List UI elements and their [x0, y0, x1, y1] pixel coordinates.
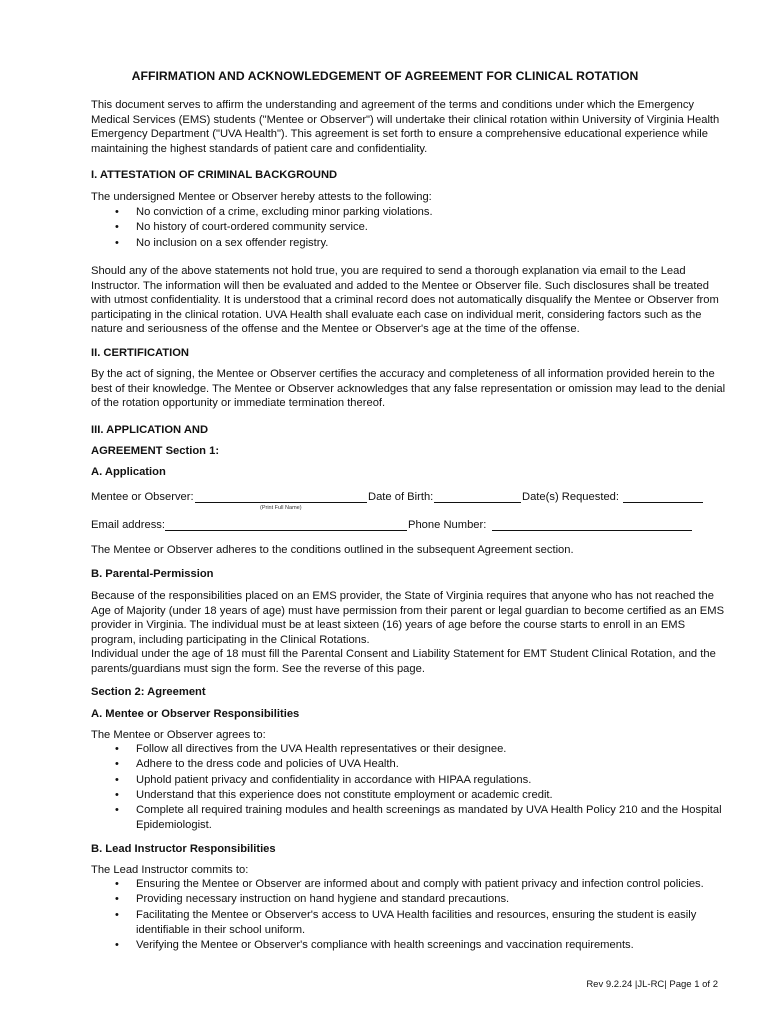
document-title: AFFIRMATION AND ACKNOWLEDGEMENT OF AGREEMENT FOR CLINICAL ROTATION: [131, 69, 639, 83]
label-dates-requested: Date(s) Requested:: [522, 491, 620, 503]
criminal-record-paragraph: Should any of the above statements not hold true, you are required to send a thorough explanation via email to the Lead Instructor. The information will then be evaluated and added to the Mentee or Observer file. Such disclosures shall be treated with utmost confidentiality. It is understood that a criminal record does not automatically disqualify the Mentee or Observer from participating in the clinical rotation. UVA Health shall evaluate each case on individual merit, considering factors such as the nature and seriousness of the offense and the Mentee or Observer's age at the time of the offense.: [91, 265, 719, 336]
list-item: • Complete all required training modules and health screenings as mandated by UVA Health Policy 210 and the Hospital Epidemiologist.: [115, 804, 722, 832]
list-item: • Uphold patient privacy and confidentiality in accordance with HIPAA regulations.: [91, 773, 731, 788]
mentee-agrees-lead: The Mentee or Observer agrees to:: [91, 729, 266, 741]
label-date-of-birth: Date of Birth:: [368, 491, 434, 503]
bullet-icon: •: [115, 804, 119, 817]
instructor-commits-lead: The Lead Instructor commits to:: [91, 864, 249, 876]
subheading-instructor-responsibilities: B. Lead Instructor Responsibilities: [91, 843, 276, 855]
list-item: • No history of court-ordered community service.: [91, 220, 731, 235]
label-phone: Phone Number:: [408, 519, 487, 531]
section-heading-criminal-background: I. ATTESTATION OF CRIMINAL BACKGROUND: [91, 169, 338, 181]
dates-requested-field[interactable]: [623, 490, 703, 503]
list-item: • Facilitating the Mentee or Observer's access to UVA Health facilities and resources, ensuring the student is easily identifiable in their school uniform.: [115, 908, 697, 936]
instructor-responsibilities-list: [91, 877, 731, 953]
bullet-icon: •: [115, 743, 119, 755]
list-item: • No conviction of a crime, excluding minor parking violations.: [91, 205, 731, 220]
list-item: • No inclusion on a sex offender registry.: [91, 236, 731, 251]
subheading-parental-permission: B. Parental-Permission: [91, 568, 214, 580]
list-item: • Understand that this experience does not constitute employment or academic credit.: [91, 788, 731, 803]
list-item: • Providing necessary instruction on hand hygiene and standard precautions.: [91, 892, 731, 907]
bullet-icon: •: [115, 221, 119, 234]
list-item: • Verifying the Mentee or Observer's compliance with health screenings and vaccination requirements.: [91, 938, 731, 953]
subheading-application: A. Application: [91, 466, 166, 478]
intro-paragraph: This document serves to affirm the understanding and agreement of the terms and conditions under which the Emergency Medical Services (EMS) students ("Mentee or Observer") will undertake their clinical rotation within University of Virginia Health Emergency Department ("UVA Health"). This agreement is set forth to ensure a comprehensive educational experience while maintaining the highest standards of patient care and confidentiality.: [91, 99, 720, 155]
section-heading-certification: II. CERTIFICATION: [91, 347, 189, 359]
list-item: • Ensuring the Mentee or Observer are informed about and comply with patient privacy and infection control policies.: [91, 877, 731, 892]
attestation-list: [91, 205, 731, 251]
bullet-icon: •: [115, 788, 119, 801]
bullet-icon: •: [115, 206, 119, 218]
parental-paragraph: Because of the responsibilities placed on an EMS provider, the State of Virginia requires that anyone who has not reached the Age of Majority (under 18 years of age) must have permission from their parent or legal guardian to become certified as an EMS provider in Virginia. The individual must be at least sixteen (16) years of age before the course starts to enroll in an EMS program, including participating in the Clinical Rotations.: [91, 590, 725, 646]
certification-paragraph: By the act of signing, the Mentee or Observer certifies the accuracy and completeness of all information provided herein to the best of their knowledge. The Mentee or Observer acknowledges that any false representation or omission may lead to the denial of the rotation opportunity or immediate termination thereof.: [91, 368, 726, 410]
email-field[interactable]: [165, 518, 407, 531]
adheres-paragraph: The Mentee or Observer adheres to the conditions outlined in the subsequent Agreement section.: [91, 544, 574, 556]
list-item: • Follow all directives from the UVA Health representatives or their designee.: [91, 742, 731, 757]
section-heading-agreement-section-1: AGREEMENT Section 1:: [91, 445, 220, 457]
date-of-birth-field[interactable]: [434, 490, 521, 503]
mentee-responsibilities-list: [91, 742, 731, 834]
bullet-icon: •: [115, 939, 119, 952]
mentee-name-field[interactable]: [195, 490, 367, 503]
subheading-mentee-responsibilities: A. Mentee or Observer Responsibilities: [91, 708, 300, 720]
bullet-icon: •: [115, 773, 119, 786]
phone-field[interactable]: [492, 518, 692, 531]
section-heading-application: III. APPLICATION AND: [91, 424, 209, 436]
label-email: Email address:: [91, 519, 165, 531]
section-heading-agreement: Section 2: Agreement: [91, 686, 206, 698]
print-full-name-hint: (Print Full Name): [260, 505, 302, 511]
attestation-lead: The undersigned Mentee or Observer hereby attests to the following:: [91, 191, 432, 203]
list-item: • Adhere to the dress code and policies of UVA Health.: [91, 757, 731, 772]
bullet-icon: •: [115, 878, 119, 890]
bullet-icon: •: [115, 908, 119, 921]
parental-consent-paragraph: Individual under the age of 18 must fill the Parental Consent and Liability Statement for EMT Student Clinical Rotation, and the parents/guardians must sign the form. See the reverse of this page.: [91, 648, 716, 675]
page-footer: Rev 9.2.24 |JL-RC| Page 1 of 2: [586, 979, 718, 990]
bullet-icon: •: [115, 758, 119, 771]
label-mentee-name: Mentee or Observer:: [91, 491, 194, 503]
bullet-icon: •: [115, 236, 119, 249]
bullet-icon: •: [115, 893, 119, 906]
